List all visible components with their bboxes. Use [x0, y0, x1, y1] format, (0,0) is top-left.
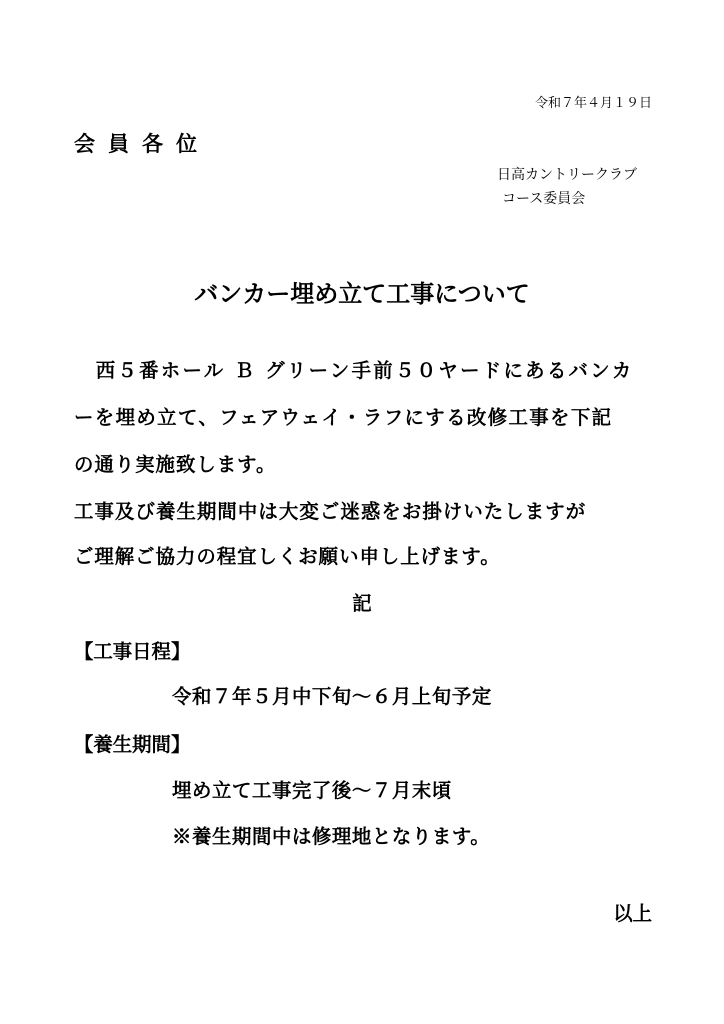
body-line: 工事及び養生期間中は大変ご迷惑をお掛けいたしますが — [74, 500, 587, 523]
notice-marker: 記 — [352, 592, 372, 615]
curing-note: ※養生期間中は修理地となります。 — [172, 825, 491, 848]
schedule-text: 令和７年５月中下旬～６月上旬予定 — [172, 685, 492, 708]
schedule-heading: 【工事日程】 — [74, 640, 191, 663]
document-date: 令和７年４月１９日 — [534, 96, 652, 111]
document-title: バンカー埋め立て工事について — [194, 279, 530, 308]
sender-department: コース委員会 — [502, 191, 586, 207]
curing-text: 埋め立て工事完了後～７月末頃 — [172, 779, 452, 802]
addressee: 会員各位 — [74, 131, 210, 156]
curing-heading: 【養生期間】 — [74, 733, 191, 756]
body-line: ーを埋め立て、フェアウェイ・ラフにする改修工事を下記 — [74, 406, 613, 429]
body-line: の通り実施致します。 — [74, 453, 277, 476]
body-line: 西５番ホール Ｂ グリーン手前５０ヤードにあるバンカ — [74, 359, 634, 382]
sender-organization: 日高カントリークラブ — [497, 167, 637, 183]
sender-block — [497, 163, 637, 211]
closing-remark: 以上 — [613, 902, 652, 925]
body-line: ご理解ご協力の程宜しくお願い申し上げます。 — [74, 545, 501, 568]
